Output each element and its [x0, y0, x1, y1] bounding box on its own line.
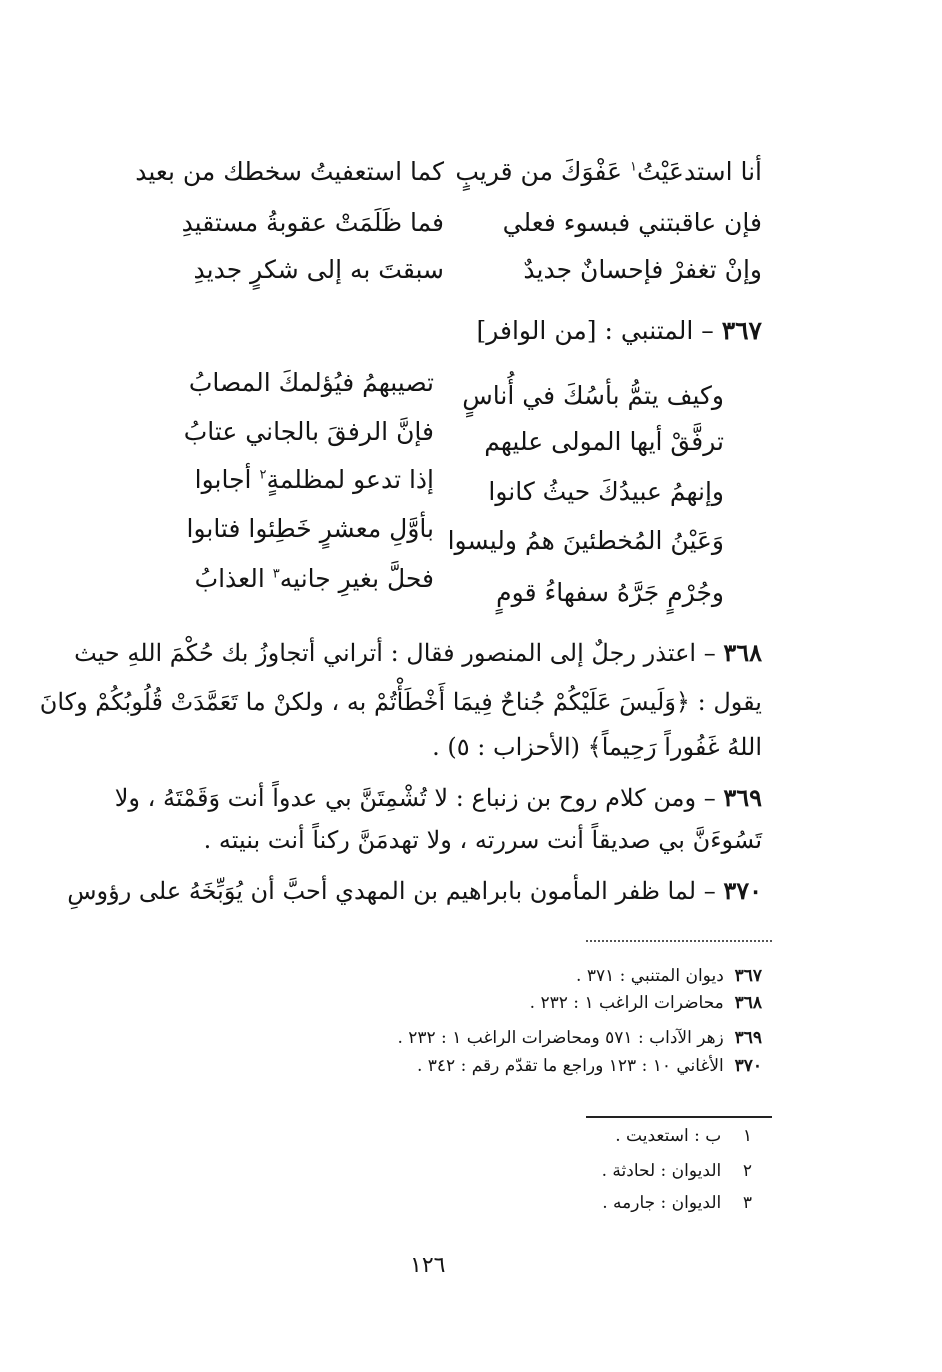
poem1-line1-right: أنا استدعَيْتُ$^١$ عَفْوَكَ من قريبٍ [455, 157, 762, 186]
poem1-line2-left: فما ظَلَمَتْ عقوبةُ مستقيدِ [181, 208, 444, 237]
poem1-line3-right: وإنْ تغفرْ فإحسانٌ جديدٌ [523, 255, 762, 284]
footnote-2: ٢ الديوان : لحادثة . [601, 1161, 752, 1181]
poem1-line2-right: فإن عاقبتني فبسوء فعلي [502, 208, 762, 237]
entry-367-heading: ٣٦٧ – المتنبي : [من الوافر] [476, 316, 762, 345]
poem2-line5-right: وجُرْمٍ جَرَّهُ سفهاءُ قومٍ [496, 578, 724, 607]
source-note-367: ٣٦٧ ديوان المتنبي : ٣٧١ . [576, 966, 762, 986]
footnote-ref-1: ١ [629, 159, 637, 175]
entry-369-line2: تَسُوءَنَّ بي صديقاً أنت سررته ، ولا تهدمَنَّ ركناً أنت بنيته . [203, 826, 762, 854]
poem2-line5-left: فحلَّ بغيرِ جانيه$^٣$ العذابُ [194, 564, 434, 593]
poem2-line4-left: بأوَّلِ معشرٍ خَطِئوا فتابوا [186, 514, 434, 543]
entry-369-line1: ٣٦٩ – ومن كلام روح بن زنباع : لا تُشْمِتَنَّ بي عدواً أنت وَقَمْتَهُ ، ولا [114, 783, 762, 812]
source-note-368: ٣٦٨ محاضرات الراغب ١ : ٢٣٢ . [529, 993, 762, 1013]
poem2-line3-right: وإنهمُ عبيدُكَ حيثُ كانوا [488, 477, 724, 506]
page-number: ١٢٦ [410, 1253, 446, 1278]
entry-368-line1: ٣٦٨ – اعتذر رجلٌ إلى المنصور فقال : أتراني أتجاوزُ بك حُكْمَ اللهِ حيث [74, 638, 762, 667]
entry-number: ٣٧٠ [723, 876, 762, 905]
poem2-line2-left: فإنَّ الرفقَ بالجاني عتابُ [183, 417, 434, 446]
footnote-ref-2: ٢ [259, 467, 267, 483]
poem2-line1-right: وكيف يتمُّ بأسُكَ في أُناسٍ [462, 381, 724, 410]
poem1-line3-left: سبقتَ به إلى شكرٍ جديدِ [193, 255, 444, 284]
footnote-1: ١ ب : استعديت . [615, 1126, 752, 1146]
entry-number: ٣٦٩ [723, 783, 762, 812]
entry-370-line1: ٣٧٠ – لما ظفر المأمون بابراهيم بن المهدي أحبَّ أن يُوَبِّخَهُ على رؤوسِ [67, 876, 762, 905]
footnote-3: ٣ الديوان : جارمه . [602, 1193, 752, 1213]
dotted-divider [586, 940, 772, 942]
poem2-line2-right: ترفَّقْ أيها المولى عليهم [484, 427, 724, 456]
entry-368-line3: اللهُ غَفُوراً رَحِيماً﴾ (الأحزاب : ٥) . [432, 733, 762, 761]
entry-number: ٣٦٨ [723, 638, 762, 667]
source-note-369: ٣٦٩ زهر الآداب : ٥٧١ ومحاضرات الراغب ١ : ٢٣٢ . [397, 1028, 762, 1048]
footnote-divider [586, 1116, 772, 1118]
poem2-line1-left: تصيبهمُ فيُؤلمكَ المصابُ [188, 368, 434, 397]
entry-number: ٣٦٧ [721, 316, 762, 345]
poem2-line3-left: إذا تدعو لمظلمةٍ$^٢$ أجابوا [194, 465, 434, 494]
footnote-ref-3: ٣ [272, 566, 280, 582]
poem2-line4-right: وَعَيْنُ المُخطئينَ همُ وليسوا [447, 526, 724, 555]
poem1-line1-left: كما استعفيتُ سخطك من بعيد [135, 157, 444, 186]
entry-368-line2: يقول : ﴿وَلَيسَ عَلَيْكُمْ جُناحٌ فِيمَا أَخْطَأْتُمْ به ، ولكنْ ما تَعَمَّدَتْ قُلُوبُكُمْ وكانَ [39, 688, 762, 716]
source-note-370: ٣٧٠ الأغاني ١٠ : ١٢٣ وراجع ما تقدّم رقم : ٣٤٢ . [416, 1056, 762, 1076]
